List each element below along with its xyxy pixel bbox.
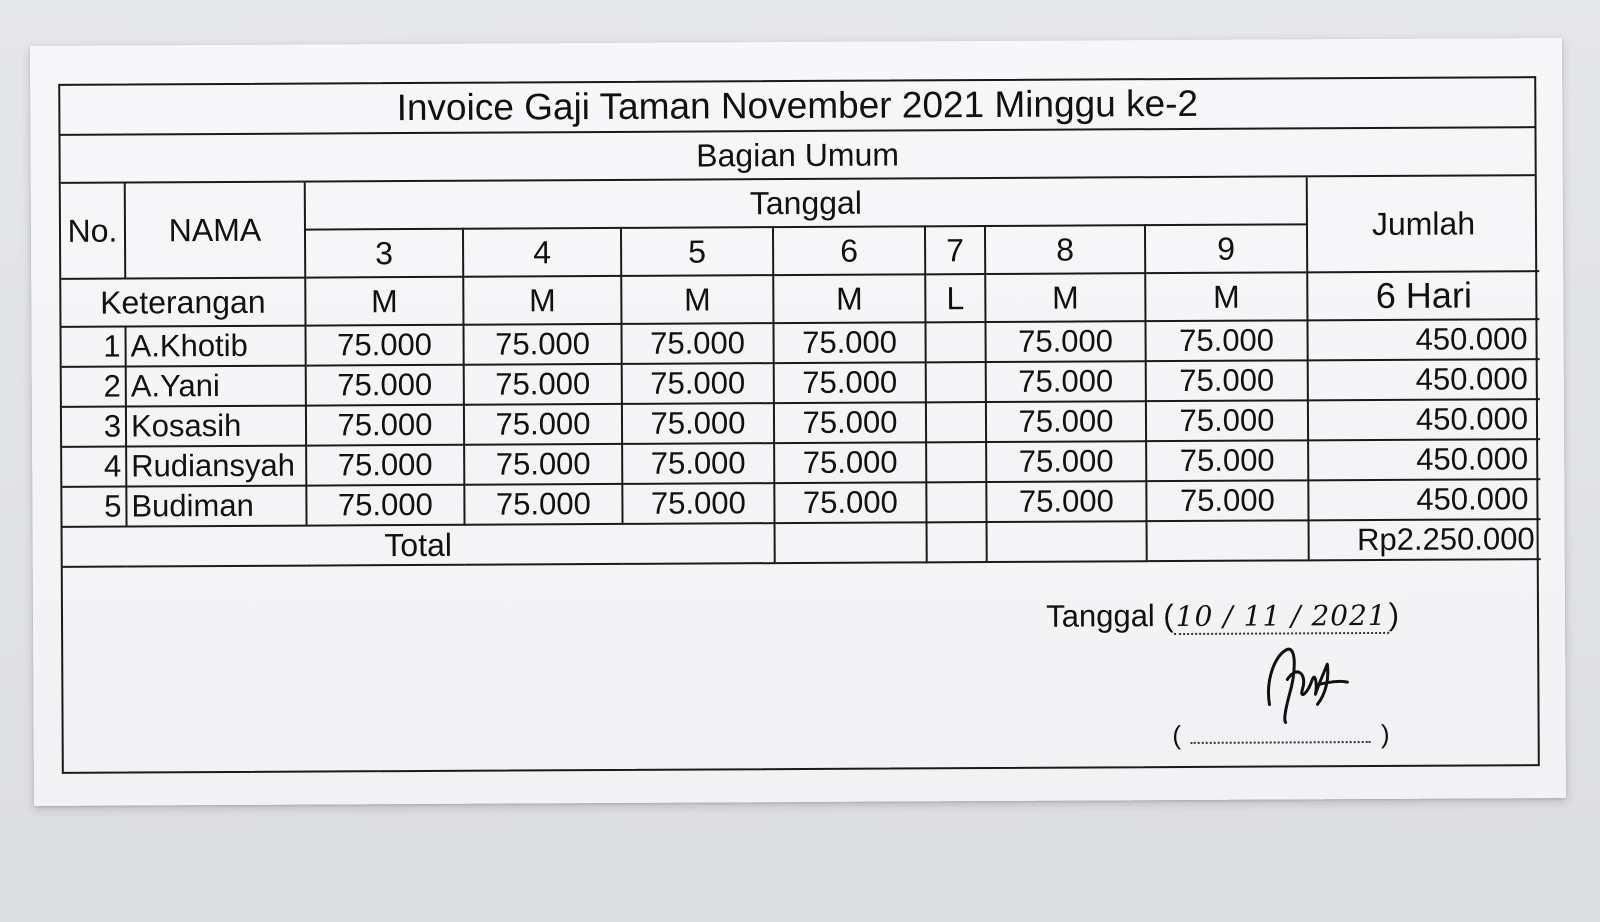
row-total: 450.000 — [1308, 439, 1540, 480]
total-empty-cell — [1147, 520, 1309, 561]
date-cell: 9 — [1145, 224, 1307, 273]
header-no: No. — [61, 184, 125, 279]
date-cell: 8 — [985, 225, 1145, 274]
date-close: ) — [1388, 596, 1400, 632]
row-number: 3 — [62, 407, 126, 447]
code-cell: M — [621, 275, 773, 324]
wage-cell: 75.000 — [306, 485, 464, 526]
code-cell: L — [925, 274, 985, 322]
wage-cell: 75.000 — [986, 401, 1146, 442]
wage-cell: 75.000 — [621, 323, 773, 364]
header-keterangan: Keterangan — [61, 278, 305, 327]
total-label: Total — [63, 523, 775, 567]
row-total: 450.000 — [1308, 399, 1540, 440]
row-number: 1 — [61, 327, 125, 367]
invoice-subtitle: Bagian Umum — [60, 128, 1534, 184]
header-jumlah: Jumlah — [1307, 176, 1539, 272]
wage-cell: 75.000 — [774, 402, 926, 443]
date-cell: 3 — [305, 229, 463, 278]
wage-cell: 75.000 — [622, 483, 774, 524]
wage-cell — [926, 402, 986, 442]
code-cell: M — [985, 273, 1145, 322]
wage-cell: 75.000 — [305, 325, 463, 366]
signature-blank — [1191, 741, 1371, 744]
code-cell: M — [1145, 272, 1307, 321]
wage-cell: 75.000 — [986, 441, 1146, 482]
header-nama: NAMA — [125, 183, 305, 279]
code-cell: M — [305, 277, 463, 326]
row-total: 450.000 — [1307, 319, 1539, 360]
row-number: 4 — [62, 447, 126, 487]
wage-cell: 75.000 — [1146, 480, 1308, 521]
date-cell: 4 — [463, 228, 621, 277]
total-row — [63, 519, 1541, 567]
employee-name: Kosasih — [126, 406, 306, 447]
wage-cell: 75.000 — [773, 322, 925, 363]
date-label: Tanggal ( — [1046, 598, 1174, 634]
invoice-sheet — [58, 76, 1540, 774]
employee-name: Rudiansyah — [126, 446, 306, 487]
wage-cell: 75.000 — [464, 484, 622, 525]
date-value: 10 / 11 / 2021 — [1174, 599, 1389, 635]
date-cell: 6 — [773, 226, 925, 275]
wage-cell: 75.000 — [306, 445, 464, 486]
wage-cell: 75.000 — [774, 442, 926, 483]
wage-cell: 75.000 — [1146, 400, 1308, 441]
wage-cell: 75.000 — [774, 362, 926, 403]
code-cell: M — [773, 274, 925, 323]
date-cell: 7 — [925, 226, 985, 274]
wage-cell: 75.000 — [622, 403, 774, 444]
jumlah-hari: 6 Hari — [1307, 271, 1539, 320]
wage-cell: 75.000 — [463, 324, 621, 365]
wage-cell: 75.000 — [985, 321, 1145, 362]
wage-cell: 75.000 — [464, 444, 622, 485]
wage-cell: 75.000 — [1146, 440, 1308, 481]
row-total: 450.000 — [1308, 359, 1540, 400]
wage-cell: 75.000 — [464, 364, 622, 405]
total-empty-cell — [987, 521, 1147, 562]
header-tanggal: Tanggal — [305, 177, 1307, 229]
invoice-paper — [30, 38, 1566, 806]
row-number: 2 — [62, 367, 126, 407]
wage-cell: 75.000 — [306, 365, 464, 406]
employee-name: A.Khotib — [125, 326, 305, 367]
wage-cell: 75.000 — [622, 363, 774, 404]
wage-cell: 75.000 — [986, 481, 1146, 522]
row-number: 5 — [62, 487, 126, 527]
employee-name: A.Yani — [126, 366, 306, 407]
wage-cell — [926, 482, 986, 522]
wage-cell — [926, 362, 986, 402]
wage-cell: 75.000 — [306, 405, 464, 446]
wage-cell: 75.000 — [622, 443, 774, 484]
date-cell: 5 — [621, 227, 773, 276]
sign-open: ( — [1172, 719, 1182, 751]
wage-cell: 75.000 — [464, 404, 622, 445]
wage-cell: 75.000 — [1146, 360, 1308, 401]
signature-date — [1046, 597, 1399, 636]
wage-cell: 75.000 — [986, 361, 1146, 402]
wage-cell — [926, 442, 986, 482]
code-cell: M — [463, 276, 621, 325]
salary-table — [61, 176, 1541, 568]
invoice-title: Invoice Gaji Taman November 2021 Minggu ke-2 — [60, 78, 1534, 136]
sign-close: ) — [1380, 718, 1390, 749]
wage-cell: 75.000 — [774, 482, 926, 523]
total-empty-cell — [775, 522, 927, 563]
total-empty-cell — [927, 522, 987, 562]
employee-name: Budiman — [126, 486, 306, 527]
wage-cell: 75.000 — [1145, 320, 1307, 361]
handwritten-signature — [1257, 634, 1357, 730]
grand-total: Rp2.250.000 — [1309, 519, 1541, 560]
signature-line — [1172, 719, 1390, 751]
wage-cell — [925, 322, 985, 362]
row-total: 450.000 — [1308, 479, 1540, 520]
